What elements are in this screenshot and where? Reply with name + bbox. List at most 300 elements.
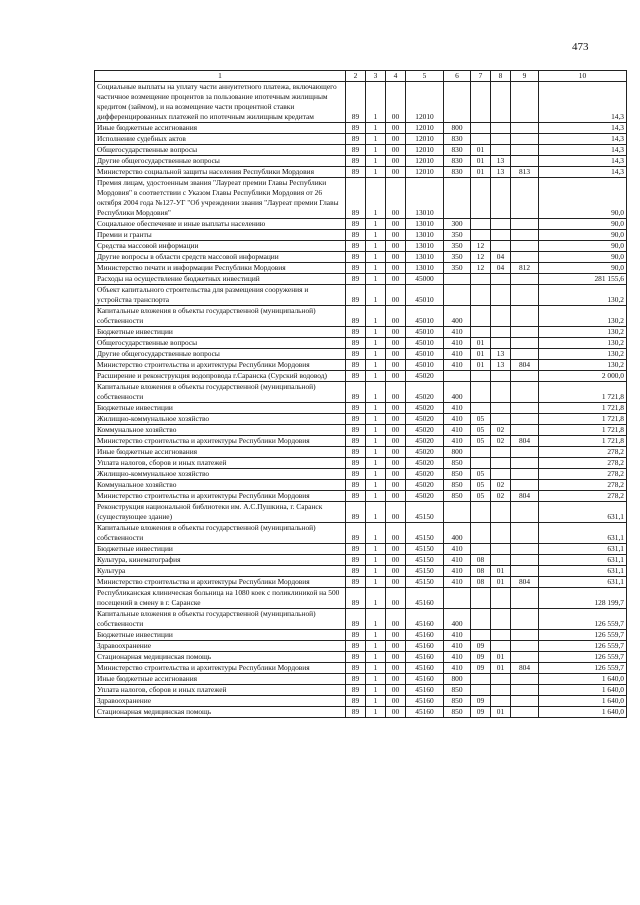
row-code-cell: 00 [386,134,406,145]
row-code-cell [471,502,491,523]
table-row [95,491,627,502]
row-code-cell: 850 [444,480,471,491]
row-name-cell: Жилищно-коммунальное хозяйство [95,414,346,425]
row-code-cell: 00 [386,219,406,230]
row-amount-cell: 130,2 [539,285,627,306]
row-code-cell: 12 [471,252,491,263]
table-row [95,327,627,338]
row-code-cell: 09 [471,707,491,718]
row-name-cell: Стационарная медицинская помощь [95,652,346,663]
row-code-cell: 00 [386,285,406,306]
row-code-cell [491,123,511,134]
row-code-cell: 1 [366,663,386,674]
row-code-cell: 1 [366,285,386,306]
row-code-cell: 410 [444,566,471,577]
row-amount-cell: 90,0 [539,219,627,230]
row-code-cell: 804 [511,663,539,674]
row-name-cell: Здравоохранение [95,641,346,652]
row-amount-cell: 126 559,7 [539,663,627,674]
row-code-cell: 1 [366,447,386,458]
row-code-cell: 00 [386,382,406,403]
row-code-cell: 800 [444,674,471,685]
row-code-cell: 1 [366,145,386,156]
row-code-cell: 13010 [406,241,444,252]
table-row [95,436,627,447]
row-code-cell [491,674,511,685]
row-code-cell [471,134,491,145]
row-code-cell: 13 [491,167,511,178]
row-code-cell: 89 [346,555,366,566]
row-name-cell: Социальное обеспечение и иные выплаты населению [95,219,346,230]
row-code-cell [511,630,539,641]
row-code-cell: 45160 [406,663,444,674]
row-code-cell: 89 [346,274,366,285]
row-amount-cell: 278,2 [539,447,627,458]
row-code-cell: 1 [366,577,386,588]
row-code-cell: 05 [471,425,491,436]
row-code-cell: 1 [366,641,386,652]
row-code-cell: 00 [386,480,406,491]
row-code-cell: 89 [346,491,366,502]
row-code-cell: 13 [491,349,511,360]
row-amount-cell: 631,1 [539,577,627,588]
row-code-cell: 45160 [406,685,444,696]
row-code-cell: 1 [366,425,386,436]
row-code-cell: 00 [386,178,406,219]
row-code-cell [511,652,539,663]
row-name-cell: Культура, кинематография [95,555,346,566]
row-code-cell [511,609,539,630]
row-code-cell: 1 [366,544,386,555]
row-amount-cell: 1 640,0 [539,707,627,718]
row-code-cell [491,134,511,145]
row-name-cell: Коммунальное хозяйство [95,425,346,436]
row-code-cell [511,403,539,414]
row-code-cell: 00 [386,338,406,349]
row-name-cell: Республиканская клиническая больница на 1080 коек с поликлиникой на 500 посещений в смену в г. Саранске [95,588,346,609]
row-name-cell: Капитальные вложения в объекты государственной (муниципальной) собственности [95,609,346,630]
row-name-cell: Уплата налогов, сборов и иных платежей [95,685,346,696]
row-code-cell: 01 [471,360,491,371]
row-code-cell [491,327,511,338]
row-name-cell: Бюджетные инвестиции [95,327,346,338]
row-code-cell: 08 [471,555,491,566]
row-code-cell: 89 [346,230,366,241]
row-code-cell [471,230,491,241]
row-code-cell: 08 [471,566,491,577]
row-code-cell: 13010 [406,252,444,263]
row-code-cell: 13010 [406,178,444,219]
row-code-cell: 45150 [406,544,444,555]
table-row [95,469,627,480]
row-code-cell [511,382,539,403]
row-code-cell [511,425,539,436]
row-code-cell: 1 [366,458,386,469]
table-row [95,609,627,630]
row-name-cell: Иные бюджетные ассигнования [95,123,346,134]
row-code-cell [491,641,511,652]
row-code-cell [491,241,511,252]
row-code-cell: 850 [444,685,471,696]
row-code-cell: 1 [366,630,386,641]
row-code-cell [444,371,471,382]
row-code-cell: 13 [491,156,511,167]
row-code-cell: 00 [386,145,406,156]
row-code-cell [491,274,511,285]
row-code-cell: 45150 [406,502,444,523]
row-code-cell: 400 [444,306,471,327]
row-code-cell [444,588,471,609]
row-code-cell: 45010 [406,360,444,371]
row-amount-cell: 126 559,7 [539,609,627,630]
row-code-cell: 350 [444,252,471,263]
row-name-cell: Иные бюджетные ассигнования [95,674,346,685]
row-code-cell [471,609,491,630]
row-code-cell: 45010 [406,349,444,360]
column-header: 8 [491,71,511,82]
row-code-cell: 410 [444,349,471,360]
row-code-cell: 800 [444,123,471,134]
table-row [95,663,627,674]
row-code-cell: 89 [346,480,366,491]
row-code-cell: 05 [471,436,491,447]
row-code-cell [471,382,491,403]
row-amount-cell: 631,1 [539,523,627,544]
row-code-cell: 00 [386,241,406,252]
row-code-cell: 08 [471,577,491,588]
row-code-cell: 13010 [406,230,444,241]
row-code-cell: 830 [444,167,471,178]
row-code-cell: 89 [346,685,366,696]
row-code-cell: 45160 [406,696,444,707]
row-code-cell: 00 [386,306,406,327]
row-code-cell: 00 [386,252,406,263]
table-row [95,349,627,360]
row-code-cell: 1 [366,338,386,349]
row-code-cell: 410 [444,338,471,349]
row-name-cell: Расширение и реконструкция водопровода г.Саранска (Сурский водовод) [95,371,346,382]
row-code-cell: 02 [491,480,511,491]
row-code-cell: 89 [346,652,366,663]
row-code-cell: 01 [471,156,491,167]
row-amount-cell: 1 721,8 [539,403,627,414]
row-code-cell: 1 [366,371,386,382]
row-amount-cell: 130,2 [539,327,627,338]
row-name-cell: Общегосударственные вопросы [95,145,346,156]
row-amount-cell: 1 721,8 [539,414,627,425]
row-code-cell: 01 [491,707,511,718]
row-code-cell: 00 [386,425,406,436]
row-code-cell: 89 [346,707,366,718]
row-code-cell: 89 [346,458,366,469]
row-code-cell: 804 [511,360,539,371]
table-header-row [95,71,627,82]
table-row [95,145,627,156]
row-code-cell: 400 [444,523,471,544]
row-code-cell [511,523,539,544]
row-code-cell: 410 [444,630,471,641]
row-code-cell: 89 [346,588,366,609]
row-code-cell [511,349,539,360]
row-code-cell: 00 [386,577,406,588]
row-code-cell [471,178,491,219]
row-code-cell: 1 [366,414,386,425]
row-code-cell [471,285,491,306]
row-code-cell [511,502,539,523]
row-code-cell [511,674,539,685]
row-code-cell: 00 [386,230,406,241]
row-code-cell: 1 [366,263,386,274]
row-amount-cell: 126 559,7 [539,641,627,652]
row-code-cell: 00 [386,609,406,630]
row-code-cell: 1 [366,469,386,480]
table-row [95,685,627,696]
row-code-cell: 00 [386,403,406,414]
table-row [95,555,627,566]
row-name-cell: Министерство строительства и архитектуры Республики Мордовия [95,663,346,674]
row-code-cell [491,145,511,156]
row-code-cell: 45020 [406,436,444,447]
row-code-cell: 1 [366,219,386,230]
row-code-cell [491,82,511,123]
row-code-cell: 1 [366,403,386,414]
row-code-cell [511,641,539,652]
row-code-cell: 09 [471,641,491,652]
row-code-cell: 01 [491,663,511,674]
row-code-cell: 89 [346,285,366,306]
row-code-cell: 45020 [406,447,444,458]
row-amount-cell: 631,1 [539,555,627,566]
row-code-cell: 830 [444,145,471,156]
row-code-cell: 410 [444,641,471,652]
row-name-cell: Другие общегосударственные вопросы [95,156,346,167]
column-header: 2 [346,71,366,82]
row-code-cell [511,414,539,425]
row-code-cell [444,178,471,219]
row-code-cell [444,285,471,306]
row-code-cell: 00 [386,544,406,555]
row-code-cell: 00 [386,641,406,652]
row-code-cell [511,252,539,263]
row-code-cell: 89 [346,382,366,403]
row-code-cell: 850 [444,491,471,502]
row-code-cell [471,674,491,685]
row-code-cell: 04 [491,263,511,274]
row-code-cell [511,544,539,555]
row-code-cell: 02 [491,491,511,502]
column-header: 6 [444,71,471,82]
row-code-cell: 00 [386,458,406,469]
row-code-cell: 89 [346,414,366,425]
row-code-cell: 1 [366,696,386,707]
row-code-cell [471,544,491,555]
budget-table [94,70,627,718]
row-code-cell: 45020 [406,491,444,502]
row-code-cell: 89 [346,306,366,327]
row-code-cell: 89 [346,425,366,436]
row-code-cell [491,609,511,630]
row-code-cell: 45160 [406,630,444,641]
row-code-cell: 13 [491,360,511,371]
table-row [95,707,627,718]
row-code-cell: 410 [444,436,471,447]
row-code-cell: 1 [366,436,386,447]
table-row [95,285,627,306]
row-code-cell [471,306,491,327]
row-code-cell: 850 [444,469,471,480]
row-code-cell [444,502,471,523]
row-amount-cell: 14,3 [539,123,627,134]
table-row [95,458,627,469]
row-code-cell: 1 [366,178,386,219]
row-code-cell [491,502,511,523]
row-amount-cell: 130,2 [539,338,627,349]
row-code-cell [471,371,491,382]
row-code-cell: 1 [366,555,386,566]
row-code-cell [491,685,511,696]
row-code-cell: 89 [346,327,366,338]
row-code-cell: 410 [444,652,471,663]
row-name-cell: Бюджетные инвестиции [95,544,346,555]
table-row [95,544,627,555]
table-row [95,82,627,123]
row-code-cell: 45160 [406,588,444,609]
row-code-cell [511,458,539,469]
table-row [95,447,627,458]
row-code-cell: 1 [366,306,386,327]
row-code-cell [511,555,539,566]
row-code-cell: 45020 [406,425,444,436]
row-code-cell: 1 [366,382,386,403]
row-code-cell: 400 [444,609,471,630]
row-amount-cell: 90,0 [539,252,627,263]
row-code-cell [511,156,539,167]
row-code-cell: 350 [444,241,471,252]
row-code-cell: 01 [471,338,491,349]
row-code-cell: 89 [346,436,366,447]
row-amount-cell: 90,0 [539,241,627,252]
row-code-cell: 00 [386,469,406,480]
row-code-cell: 00 [386,360,406,371]
row-amount-cell: 2 000,0 [539,371,627,382]
row-code-cell [511,306,539,327]
row-code-cell: 45160 [406,609,444,630]
column-header: 3 [366,71,386,82]
row-code-cell [491,219,511,230]
row-name-cell: Иные бюджетные ассигнования [95,447,346,458]
row-code-cell: 300 [444,219,471,230]
row-name-cell: Общегосударственные вопросы [95,338,346,349]
table-row [95,630,627,641]
row-code-cell [444,82,471,123]
row-code-cell [491,414,511,425]
row-code-cell [491,178,511,219]
row-name-cell: Министерство строительства и архитектуры Республики Мордовия [95,577,346,588]
row-code-cell [511,145,539,156]
row-name-cell: Министерство строительства и архитектуры Республики Мордовия [95,436,346,447]
row-code-cell: 89 [346,523,366,544]
row-amount-cell: 1 721,8 [539,425,627,436]
row-code-cell: 01 [491,566,511,577]
row-amount-cell: 1 640,0 [539,674,627,685]
table-row [95,696,627,707]
row-code-cell: 45020 [406,480,444,491]
row-code-cell [491,469,511,480]
row-code-cell: 01 [471,145,491,156]
row-code-cell: 1 [366,502,386,523]
row-code-cell [491,588,511,609]
row-code-cell: 00 [386,274,406,285]
row-code-cell: 400 [444,382,471,403]
row-amount-cell: 281 155,6 [539,274,627,285]
row-code-cell: 00 [386,447,406,458]
row-code-cell: 05 [471,491,491,502]
row-code-cell: 00 [386,696,406,707]
row-code-cell: 89 [346,447,366,458]
row-amount-cell: 14,3 [539,156,627,167]
table-row [95,641,627,652]
row-code-cell: 1 [366,566,386,577]
row-code-cell: 89 [346,167,366,178]
row-code-cell [491,523,511,544]
row-code-cell: 89 [346,219,366,230]
row-code-cell: 1 [366,349,386,360]
row-code-cell: 410 [444,555,471,566]
row-code-cell: 05 [471,480,491,491]
row-code-cell [491,458,511,469]
row-code-cell: 89 [346,134,366,145]
row-code-cell: 410 [444,577,471,588]
row-name-cell: Культура [95,566,346,577]
row-code-cell: 02 [491,436,511,447]
table-row [95,403,627,414]
row-code-cell: 89 [346,82,366,123]
row-code-cell: 1 [366,491,386,502]
row-code-cell: 1 [366,230,386,241]
row-code-cell [491,230,511,241]
row-code-cell: 1 [366,134,386,145]
row-code-cell: 00 [386,167,406,178]
row-code-cell [471,458,491,469]
row-name-cell: Уплата налогов, сборов и иных платежей [95,458,346,469]
row-code-cell: 12010 [406,156,444,167]
row-amount-cell: 128 199,7 [539,588,627,609]
row-code-cell: 00 [386,156,406,167]
row-code-cell: 1 [366,360,386,371]
row-code-cell: 04 [491,252,511,263]
table-row [95,502,627,523]
row-code-cell: 1 [366,156,386,167]
row-code-cell [471,219,491,230]
row-code-cell: 89 [346,371,366,382]
row-code-cell: 45010 [406,338,444,349]
row-amount-cell: 278,2 [539,458,627,469]
table-row [95,577,627,588]
row-code-cell [471,685,491,696]
row-code-cell [491,403,511,414]
row-code-cell: 89 [346,630,366,641]
row-code-cell [511,134,539,145]
row-code-cell: 00 [386,436,406,447]
row-code-cell: 804 [511,577,539,588]
row-code-cell [471,588,491,609]
row-name-cell: Здравоохранение [95,696,346,707]
row-code-cell: 410 [444,360,471,371]
row-code-cell: 1 [366,274,386,285]
row-amount-cell: 130,2 [539,306,627,327]
row-code-cell: 45020 [406,414,444,425]
row-code-cell: 00 [386,652,406,663]
